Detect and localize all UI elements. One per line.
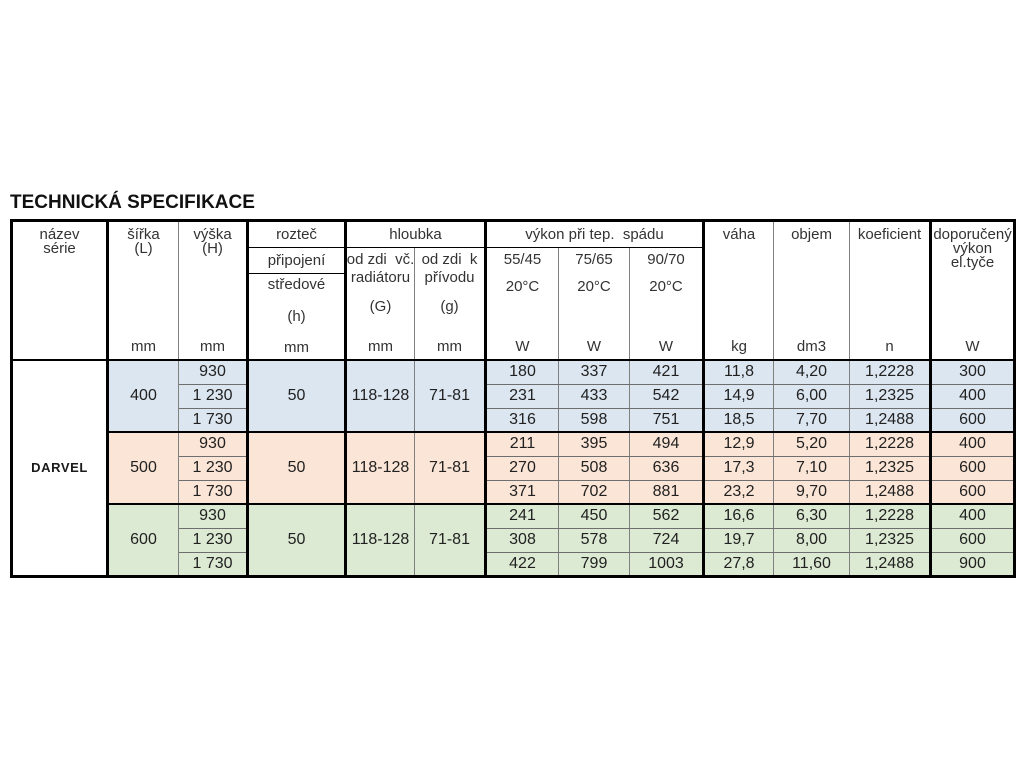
vyska-cell: 1 230: [179, 456, 248, 480]
w90-cell: 421: [630, 360, 704, 384]
vaha-cell: 16,6: [704, 504, 774, 528]
header-line: 90/70: [647, 251, 685, 268]
header-roztec-bottom-content: [249, 274, 344, 359]
header-vaha-content: [705, 224, 773, 358]
w90-cell: 1003: [630, 552, 704, 576]
dop-cell: 600: [931, 528, 1015, 552]
header-line: 20°C: [577, 278, 611, 295]
objem-cell: 4,20: [774, 360, 850, 384]
header-grad-75-65: [559, 248, 630, 361]
vyska-cell: 1 230: [179, 384, 248, 408]
vyska-cell: 930: [179, 504, 248, 528]
dop-cell: 600: [931, 480, 1015, 504]
hloubka-g-cell: 118-128: [346, 432, 415, 504]
vaha-cell: 27,8: [704, 552, 774, 576]
vyska-cell: 930: [179, 360, 248, 384]
roztec-cell: 50: [248, 504, 346, 576]
header-koeficient-content: [850, 224, 929, 358]
header-objem: [774, 221, 850, 361]
koef-cell: 1,2325: [850, 456, 931, 480]
w55-cell: 241: [486, 504, 559, 528]
hloubka-g-cell: 118-128: [346, 504, 415, 576]
header-unit: n: [885, 337, 894, 355]
vaha-cell: 18,5: [704, 408, 774, 432]
table-row: [12, 360, 1015, 384]
w55-cell: 308: [486, 528, 559, 552]
header-hloubka-radiator-content: [347, 249, 414, 358]
w55-cell: 270: [486, 456, 559, 480]
header-grad-content: [487, 249, 558, 358]
w55-cell: 371: [486, 480, 559, 504]
header-sirka: [108, 221, 179, 361]
w55-cell: 180: [486, 360, 559, 384]
header-grad-90-70: [630, 248, 704, 361]
header-sirka-content: [109, 224, 178, 358]
objem-cell: 7,70: [774, 408, 850, 432]
header-unit: mm: [437, 338, 462, 355]
sirka-cell: 500: [108, 432, 179, 504]
header-hloubka-radiator: [346, 248, 415, 361]
header-vyska: [179, 221, 248, 361]
header-line: 20°C: [505, 278, 540, 295]
header-unit: dm3: [796, 337, 827, 355]
header-line: od zdi k: [421, 251, 478, 268]
vaha-cell: 19,7: [704, 528, 774, 552]
hloubka-g2-cell: 71-81: [415, 432, 486, 504]
header-unit: mm: [200, 337, 225, 355]
w75-cell: 337: [559, 360, 630, 384]
header-row-1: [12, 221, 1015, 248]
vaha-cell: 14,9: [704, 384, 774, 408]
hloubka-g2-cell: 71-81: [415, 504, 486, 576]
objem-cell: 5,20: [774, 432, 850, 456]
header-unit: mm: [131, 337, 156, 355]
header-unit: kg: [731, 337, 747, 355]
header-line: (h): [287, 307, 306, 325]
vyska-cell: 930: [179, 432, 248, 456]
koef-cell: 1,2325: [850, 384, 931, 408]
dop-cell: 300: [931, 360, 1015, 384]
objem-cell: 8,00: [774, 528, 850, 552]
header-objem-content: [774, 224, 849, 358]
dop-cell: 900: [959, 554, 986, 572]
header-line: výkon: [952, 239, 993, 257]
header-line: (H): [202, 239, 223, 257]
vyska-cell: 1 730: [179, 552, 248, 576]
w55-cell: 231: [486, 384, 559, 408]
roztec-cell: 50: [248, 360, 346, 432]
header-vykon-top: výkon při tep. spádu: [486, 221, 704, 248]
roztec-cell: 50: [248, 432, 346, 504]
header-unit: mm: [284, 339, 309, 356]
header-line: radiátoru: [350, 269, 411, 286]
header-line: série: [43, 239, 76, 257]
vyska-cell: 1 230: [179, 528, 248, 552]
header-line: přívodu: [424, 269, 475, 286]
objem-cell: 11,60: [774, 552, 850, 576]
koef-cell: 1,2228: [850, 432, 931, 456]
w90-cell: 562: [630, 504, 704, 528]
header-line: koeficient: [857, 225, 922, 243]
header-hloubka-privod-content: [415, 249, 484, 358]
header-line: od zdi vč.: [346, 251, 415, 268]
header-unit: W: [965, 337, 980, 355]
dop-cell: 600: [931, 456, 1015, 480]
koef-cell: 1,2488: [850, 480, 931, 504]
header-line: 55/45: [503, 251, 542, 268]
objem-cell: 6,30: [774, 504, 850, 528]
table-row: [12, 432, 1015, 456]
w55-cell: 316: [486, 408, 559, 432]
header-vyska-content: [179, 224, 246, 358]
header-unit: W: [515, 338, 530, 355]
w75-cell: 450: [559, 504, 630, 528]
header-hloubka-top: hloubka: [346, 221, 486, 248]
dop-cell: 600: [931, 408, 1015, 432]
vyska-cell: 1 730: [179, 408, 248, 432]
objem-cell: 7,10: [774, 456, 850, 480]
technical-specification-section: [10, 192, 1013, 578]
header-grad-55-45: [486, 248, 559, 361]
w90-cell: 751: [630, 408, 704, 432]
w90-cell: 494: [630, 432, 704, 456]
header-line: objem: [791, 225, 832, 243]
table-row: [12, 504, 1015, 528]
koef-cell: 1,2488: [850, 408, 931, 432]
w75-cell: 598: [559, 408, 630, 432]
sirka-cell: 400: [108, 360, 179, 432]
objem-cell: 6,00: [774, 384, 850, 408]
header-vaha: [704, 221, 774, 361]
spec-table: [10, 219, 1016, 578]
w90-cell: 636: [630, 456, 704, 480]
dop-cell: 400: [931, 432, 1015, 456]
koef-cell: 1,2325: [850, 528, 931, 552]
w75-cell: 395: [559, 432, 630, 456]
hloubka-g-cell: 118-128: [346, 360, 415, 432]
w90-cell: 724: [630, 528, 704, 552]
vyska-cell: 1 730: [179, 480, 248, 504]
w90-cell: 542: [630, 384, 704, 408]
w90-cell: 881: [630, 480, 704, 504]
header-koeficient: [850, 221, 931, 361]
header-hloubka-privod: [415, 248, 486, 361]
w75-cell: 799: [559, 552, 630, 576]
dop-cell: 400: [931, 504, 1015, 528]
header-unit: W: [586, 338, 602, 355]
header-grad-content: [559, 249, 629, 358]
header-line: 75/65: [575, 251, 613, 268]
koef-cell: 1,2228: [850, 360, 931, 384]
dop-cell: 400: [931, 384, 1015, 408]
header-unit: mm: [368, 338, 393, 355]
header-line: (L): [134, 239, 153, 257]
w75-cell: 433: [559, 384, 630, 408]
w55-cell: 211: [486, 432, 559, 456]
w75-cell: 508: [559, 456, 630, 480]
vaha-cell: 23,2: [704, 480, 774, 504]
header-nazev-serie-content: [13, 224, 106, 358]
header-line: středové: [267, 276, 326, 293]
header-doporuceny: [931, 221, 1015, 361]
header-roztec-bottom: [248, 274, 346, 361]
header-line: váha: [722, 225, 756, 243]
header-line: 20°C: [649, 278, 683, 295]
header-line: výška: [193, 225, 232, 243]
vaha-cell: 12,9: [704, 432, 774, 456]
vaha-cell: 11,8: [704, 360, 774, 384]
header-roztec-top: rozteč: [248, 221, 346, 248]
series-name-cell: DARVEL: [12, 360, 108, 576]
header-roztec-mid: připojení: [248, 248, 346, 274]
header-grad-content: [630, 249, 702, 358]
header-line: doporučený: [933, 225, 1012, 243]
header-line: šířka: [127, 225, 160, 243]
koef-cell: 1,2488: [850, 552, 931, 576]
page-title: TECHNICKÁ SPECIFIKACE: [10, 192, 255, 213]
header-line: (g): [440, 298, 459, 315]
w75-cell: 578: [559, 528, 630, 552]
header-nazev-serie: [12, 221, 108, 361]
w75-cell: 702: [559, 480, 630, 504]
w55-cell: 422: [486, 552, 559, 576]
objem-cell: 9,70: [774, 480, 850, 504]
hloubka-g2-cell: 71-81: [415, 360, 486, 432]
sirka-cell: 600: [108, 504, 179, 576]
header-line: název: [39, 225, 80, 243]
header-line: el.tyče: [950, 253, 995, 271]
header-unit: W: [658, 338, 674, 355]
koef-cell: 1,2228: [850, 504, 931, 528]
header-line: (G): [369, 298, 392, 315]
vaha-cell: 17,3: [704, 456, 774, 480]
header-doporuceny-content: [932, 224, 1013, 358]
